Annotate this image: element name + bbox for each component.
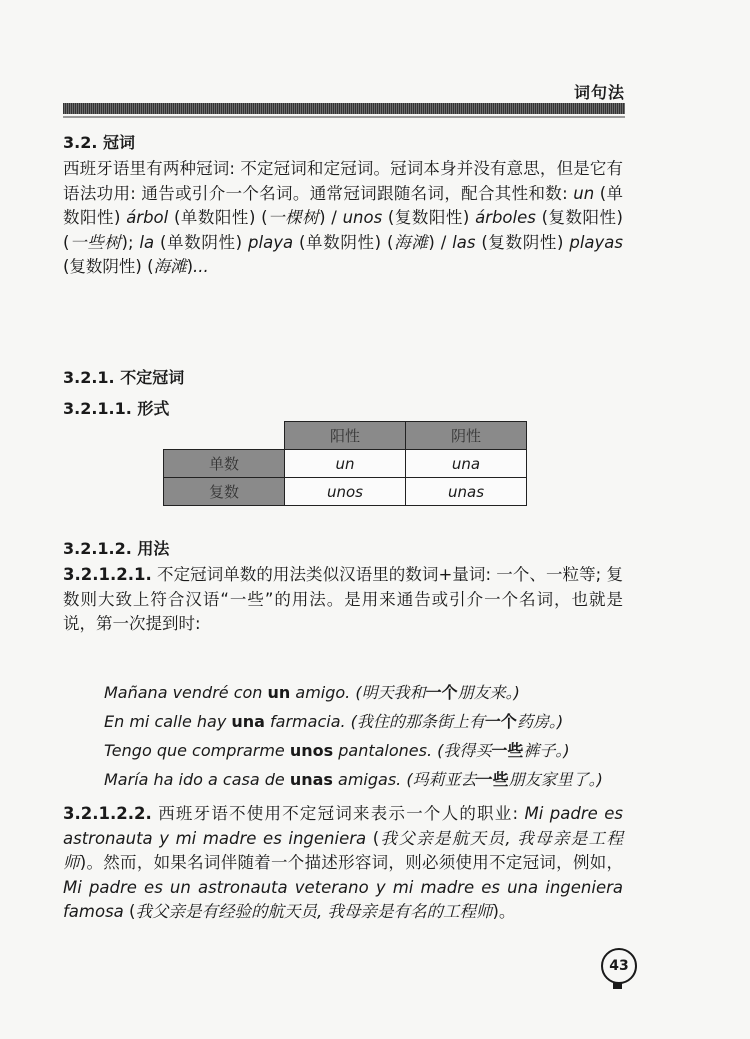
text-run: (单数阳性) (63, 183, 624, 227)
example-sentence-1 (104, 680, 520, 703)
text-run: amigo. (290, 683, 356, 702)
text-run: )。 (492, 902, 516, 921)
page-number-tab (613, 983, 622, 989)
text-run: Mi padre es astronauta y mi madre es ingeniera (63, 804, 623, 848)
col-header-feminine: 阴性 (406, 422, 527, 450)
text-run: 裤子。) (523, 741, 570, 760)
example-sentence-2 (104, 709, 563, 732)
text-run: (我得买 (437, 741, 492, 760)
text-run: Mi padre es un astronauta veterano y mi madre es una ingeniera famosa (63, 877, 623, 921)
text-run: una (231, 712, 265, 731)
article-forms-table (163, 421, 527, 506)
text-run: En mi calle hay (104, 712, 232, 731)
text-run: la (139, 232, 155, 252)
header-bar (63, 103, 625, 114)
text-run: María ha ido a casa de (104, 770, 290, 789)
text-run: un (267, 683, 291, 702)
text-run: (单数阳性) ( (168, 208, 268, 227)
text-run: pantalones. (333, 741, 438, 760)
text-run: ) / (428, 232, 453, 252)
text-run: farmacia. (264, 712, 351, 731)
text-run: 朋友家里了。) (508, 770, 603, 789)
cell-plural-masculine: unos (285, 478, 406, 506)
text-run: 海滩 (153, 257, 187, 276)
row-header-plural: 复数 (164, 478, 285, 506)
table-header-row (164, 422, 527, 450)
text-run: playas (569, 232, 624, 252)
text-run: )。然而，如果名词伴随着一个描述形容词，则必须使用不定冠词，例如， (79, 853, 624, 872)
table-corner (164, 422, 285, 450)
text-run: 西班牙语不使用不定冠词来表示一个人的职业: (151, 804, 525, 823)
text-run: playa (248, 232, 294, 252)
cell-singular-masculine: un (285, 450, 406, 478)
text-run: ) / (319, 208, 343, 227)
text-run: 一些树 (69, 232, 122, 252)
intro-paragraph (63, 157, 623, 280)
text-run: unos (289, 741, 334, 760)
text-run: 我父亲是航天员, 我母亲是工程师 (63, 828, 623, 872)
running-header-title: 词句法 (573, 83, 625, 102)
text-run: 我父亲是有经验的航天员, 我母亲是有名的工程师 (135, 902, 493, 921)
text-run: 药房。) (516, 712, 564, 731)
text-run: árboles (475, 208, 536, 227)
paragraph-number: 3.2.1.2.1. (63, 565, 152, 584)
text-run: (明天我和 (355, 683, 426, 702)
text-run: las (452, 232, 476, 252)
table-row (164, 450, 527, 478)
col-header-masculine: 阳性 (285, 422, 406, 450)
example-sentence-3 (104, 738, 570, 761)
section-heading-3-2: 3.2. 冠词 (63, 133, 135, 152)
text-run: (复数阴性) ( (63, 257, 154, 276)
text-run: 一些 (476, 770, 509, 789)
usage-paragraph-1 (63, 563, 623, 637)
header-rule (63, 116, 625, 118)
text-run: unas (289, 770, 333, 789)
text-run: (复数阳性) ( (63, 208, 623, 252)
text-run: 一棵树 (267, 208, 320, 227)
text-run: (复数阳性) (382, 208, 476, 227)
text-run: 3.2.1.2.2. (63, 804, 152, 823)
page-number: 43 (609, 958, 629, 974)
text-run: 海滩 (393, 232, 429, 252)
usage-paragraph-2 (63, 802, 623, 925)
text-run: 一些 (491, 741, 524, 760)
text-run: Tengo que comprarme (104, 741, 290, 760)
text-run: 朋友来。) (457, 683, 520, 702)
example-sentence-4 (104, 767, 603, 790)
table-row (164, 478, 527, 506)
cell-plural-feminine: unas (406, 478, 527, 506)
text-run: árbol (126, 208, 169, 227)
text-run: 一个 (484, 712, 517, 731)
text-run: ... (193, 257, 209, 276)
paragraph-text: 不定冠词单数的用法类似汉语里的数词+量词: 一个、一粒等; 复数则大致上符合汉语“一些”的用法。是用来通告或引介一个名词，也就是说，第一次提到时: (63, 565, 623, 633)
section-heading-3-2-1-2: 3.2.1.2. 用法 (63, 539, 170, 558)
text-run: (复数阴性) (475, 232, 570, 252)
text-run: amigas. (332, 770, 407, 789)
text-run: (单数阴性) ( (293, 232, 394, 252)
row-header-singular: 单数 (164, 450, 285, 478)
text-run: 一个 (425, 683, 458, 702)
text-run: Mañana vendré con (104, 683, 268, 702)
text-run: ) (186, 257, 193, 276)
text-run: 西班牙语里有两种冠词: 不定冠词和定冠词。冠词本身并没有意思，但是它有语法功用: 通告或引介一个名词。通常冠词跟随名词，配合其性和数: (63, 159, 623, 203)
page-number-badge (601, 948, 637, 984)
text-run: ( (366, 828, 380, 848)
text-run: (单数阴性) (154, 232, 249, 252)
cell-singular-feminine: una (406, 450, 527, 478)
text-run: (我住的那条街上有 (350, 712, 485, 731)
text-run: (玛莉亚去 (406, 770, 477, 789)
text-run: ( (123, 902, 136, 921)
text-run: ); (121, 232, 140, 252)
section-heading-3-2-1-1: 3.2.1.1. 形式 (63, 399, 170, 418)
section-heading-3-2-1: 3.2.1. 不定冠词 (63, 368, 185, 387)
text-run: un (573, 183, 595, 203)
text-run: unos (342, 208, 383, 227)
